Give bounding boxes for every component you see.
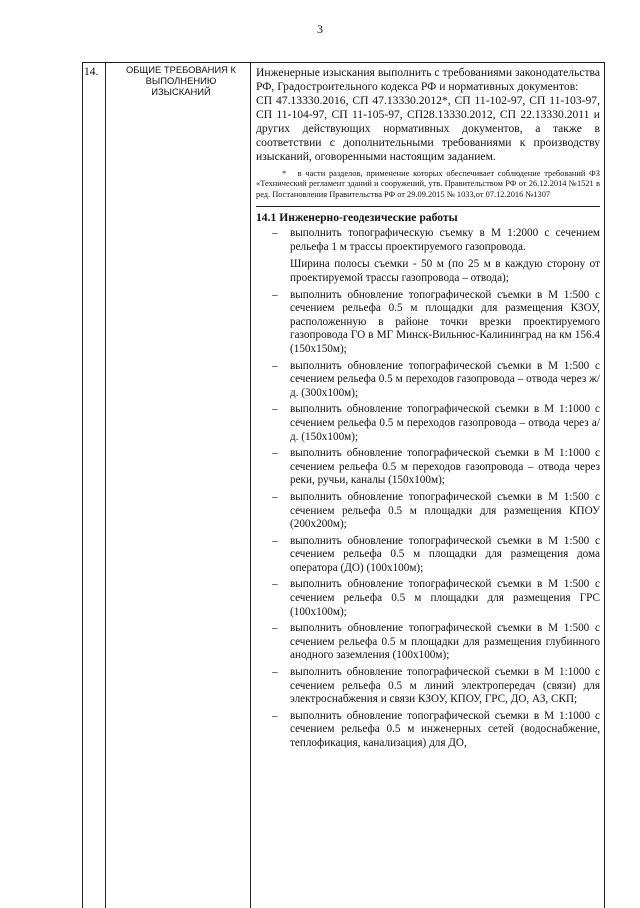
list-item-text: выполнить обновление топографической съемки в М 1:500 с сечением рельефа 0.5 м площадки для размещения дома оператора (ДО) (100х100м); xyxy=(290,534,600,574)
dash-marker: – xyxy=(272,288,278,301)
list-item xyxy=(256,535,600,576)
footnote-text: в части разделов, применение которых обеспечивает соблюдение требований ФЗ «Технический регламент зданий и сооружений, утв. Правительством РФ от 26.12.2014 №1521 в ред. Постановления Правительства РФ от 29.09.2015 № 1033,от 07.12.2016 №1307 xyxy=(256,169,600,199)
row-content xyxy=(256,66,600,754)
list-item xyxy=(256,491,600,532)
list-item-text: выполнить обновление топографической съемки в М 1:500 с сечением рельефа 0.5 м площадки для размещения КПОУ (200х200м); xyxy=(290,490,600,531)
intro-paragraph: Инженерные изыскания выполнить с требованиями законодательства РФ, Градостроительного кодекса РФ и нормативных документов: xyxy=(256,66,600,93)
dash-marker: – xyxy=(272,578,278,591)
page-number: 3 xyxy=(317,22,323,36)
row-heading: ОБЩИЕ ТРЕБОВАНИЯ К ВЫПОЛНЕНИЮ ИЗЫСКАНИЙ xyxy=(126,64,236,97)
list-item-subtext: Ширина полосы съемки - 50 м (по 25 м в каждую сторону от проектируемой трассы газопровода – отвода); xyxy=(290,258,600,284)
section-title: 14.1 Инженерно-геодезические работы xyxy=(256,206,600,225)
list-item xyxy=(256,447,600,488)
list-item xyxy=(256,227,600,285)
dash-marker: – xyxy=(272,622,278,635)
list-item-text: выполнить обновление топографической съемки в М 1:1000 с сечением рельефа 0.5 м переходов газопровода – отвода через реки, ручьи, каналы (150х100м); xyxy=(290,447,600,487)
list-item xyxy=(256,578,600,619)
list-item xyxy=(256,360,600,401)
list-item-text: выполнить обновление топографической съемки в М 1:1000 с сечением рельефа 0.5 м переходов газопровода – отвода через а/д. (150х100м); xyxy=(290,403,600,443)
row-number: 14. xyxy=(84,66,99,78)
list-item-text: выполнить обновление топографической съемки в М 1:500 с сечением рельефа 0.5 м площадки для размещения КЗОУ, расположенную в районе точки врезки проектируемого газопровода ГО в МГ Минск-Вильнюс-Калининград на км 156.4 (150х150м); xyxy=(290,288,600,355)
dash-marker: – xyxy=(272,666,278,679)
dash-marker: – xyxy=(272,490,278,503)
norms-paragraph: СП 47.13330.2016, СП 47.13330.2012*, СП 11-102-97, СП 11-103-97, СП 11-104-97, СП 11-105-97, СП28.13330.2012, СП 22.13330.2011 и других действующих нормативных документов, а также в соответствии с дополнительными требованиями к производству изысканий, оговоренными настоящим заданием. xyxy=(256,94,600,163)
dash-marker: – xyxy=(272,403,278,416)
list-item-text: выполнить обновление топографической съемки в М 1:500 с сечением рельефа 0.5 м площадки для размещения ГРС (100х100м); xyxy=(290,578,600,618)
list-item xyxy=(256,622,600,663)
list-item-text: выполнить обновление топографической съемки в М 1:1000 с сечением рельефа 0.5 м линий электропередач (связи) для электроснабжения и связи КЗОУ, КПОУ, ГРС, ДО, АЗ, СКП; xyxy=(290,666,600,706)
column-divider xyxy=(105,62,106,908)
dash-marker: – xyxy=(272,534,278,547)
dash-marker: – xyxy=(272,359,278,372)
list-item-text: выполнить обновление топографической съемки в М 1:500 с сечением рельефа 0.5 м переходов газопровода – отвода через ж/д. (300х100м); xyxy=(290,359,600,399)
dash-marker: – xyxy=(272,447,278,460)
column-divider xyxy=(250,62,251,908)
list-item-text: выполнить топографическую съемку в М 1:2000 с сечением рельефа 1 м трассы проектируемого газопровода. xyxy=(290,227,600,253)
dash-marker: – xyxy=(272,227,278,240)
list-item-text: выполнить обновление топографической съемки в М 1:500 с сечением рельефа 0.5 м площадки для размещения глубинного анодного заземления (100х100м); xyxy=(290,622,600,662)
list-item xyxy=(256,403,600,444)
list-item-text: выполнить обновление топографической съемки в М 1:1000 с сечением рельефа 0.5 м инженерных сетей (водоснабжение, теплофикация, канализация) для ДО, xyxy=(290,709,600,749)
list-item xyxy=(256,666,600,707)
dash-marker: – xyxy=(272,709,278,722)
work-items-list xyxy=(256,227,600,750)
footnote xyxy=(256,169,600,200)
list-item xyxy=(256,289,600,357)
list-item xyxy=(256,710,600,751)
footnote-marker: * xyxy=(282,169,287,178)
